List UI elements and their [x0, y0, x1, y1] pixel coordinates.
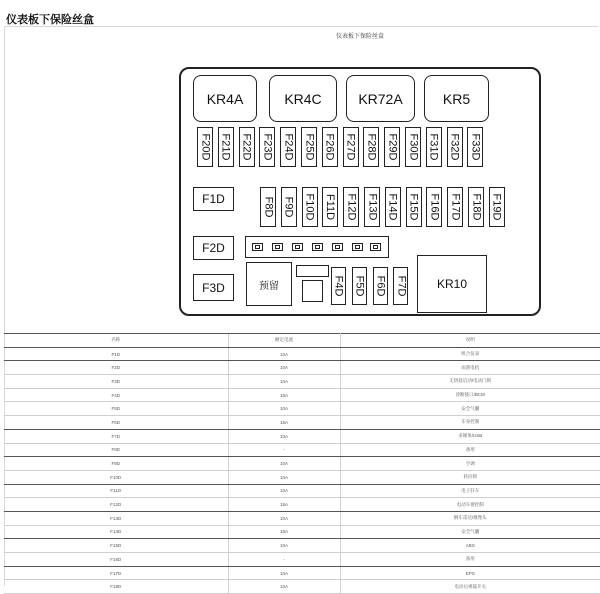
- page-title: 仪表板下保险丝盒: [6, 14, 94, 26]
- table-cell: F8D: [4, 443, 228, 457]
- fuse-f17d: [447, 187, 463, 227]
- table-cell: 安全气囊: [340, 525, 600, 539]
- table-row: [4, 566, 600, 580]
- table-cell: 额定电流: [228, 334, 340, 348]
- fuse-label: F11D: [324, 193, 337, 221]
- table-cell: 名称: [4, 334, 228, 348]
- table-cell: 雨刮电机: [340, 361, 600, 375]
- table-row: [4, 498, 600, 512]
- fuse-f3d: F3D: [193, 274, 234, 301]
- table-cell: 10A: [228, 511, 340, 525]
- table-cell: 安全气囊: [340, 402, 600, 416]
- fuse-f10d: [302, 187, 318, 227]
- table-cell: 转向锁: [340, 470, 600, 484]
- fuse-f4d: [331, 267, 346, 305]
- table-cell: F9D: [4, 457, 228, 471]
- table-cell: 备用: [340, 553, 600, 567]
- fuse-label: F26D: [323, 133, 336, 161]
- fuse-label: F16D: [428, 193, 441, 221]
- fuse-label: F5D: [353, 275, 366, 297]
- fuse-f1d: F1D: [193, 187, 234, 211]
- fuse-f24d: [280, 127, 296, 167]
- fuse-table: [4, 333, 600, 594]
- table-cell: 10A: [228, 566, 340, 580]
- table-cell: F2D: [4, 361, 228, 375]
- fuse-f5d: [352, 267, 367, 305]
- table-cell: F18D: [4, 580, 228, 594]
- fuse-f16d: [426, 187, 442, 227]
- table-row: [4, 361, 600, 375]
- fuse-label: F6D: [374, 275, 387, 297]
- table-row: [4, 416, 600, 430]
- mini-fuse: [370, 243, 381, 251]
- fuse-f12d: [343, 187, 359, 227]
- fuse-f8d: [260, 187, 276, 227]
- table-row: [4, 539, 600, 553]
- table-cell: 10A: [228, 429, 340, 443]
- fuse-label: F22D: [240, 133, 253, 161]
- fuse-label: F7D: [394, 275, 407, 297]
- fuse-label: F32D: [448, 133, 461, 161]
- fuse-f22d: [239, 127, 255, 167]
- fuse-label: F25D: [303, 133, 315, 161]
- table-cell: 10A: [228, 347, 340, 361]
- table-cell: 无钥匙启动/电动门锁: [340, 375, 600, 389]
- fuse-f6d: [373, 267, 388, 305]
- table-cell: 10A: [228, 470, 340, 484]
- table-row: [4, 334, 600, 348]
- table-cell: 15A: [228, 525, 340, 539]
- reserved-label: 预留: [259, 280, 279, 292]
- table-cell: -: [228, 443, 340, 457]
- table-cell: F14D: [4, 525, 228, 539]
- fuse-box-diagram: [179, 67, 541, 316]
- table-cell: F5D: [4, 402, 228, 416]
- table-cell: 15A: [228, 416, 340, 430]
- diagram-caption: 仪表板下保险丝盒: [335, 34, 384, 40]
- table-cell: 电动后视镜开关: [340, 580, 600, 594]
- table-row: [4, 429, 600, 443]
- fuse-f11d: [322, 187, 338, 227]
- table-cell: 备用: [340, 443, 600, 457]
- fuse-label: F24D: [282, 133, 295, 161]
- table-cell: F11D: [4, 484, 228, 498]
- fuse-f20d: [197, 127, 213, 167]
- table-cell: F4D: [4, 388, 228, 402]
- table-cell: F12D: [4, 498, 228, 512]
- table-cell: 10A: [228, 580, 340, 594]
- table-cell: F17D: [4, 566, 228, 580]
- table-cell: 说明: [340, 334, 600, 348]
- fuse-f33d: [467, 127, 483, 167]
- small-slot: [296, 265, 329, 277]
- fuse-label: F30D: [407, 133, 419, 161]
- fuse-f9d: [281, 187, 297, 227]
- fuse-f13d: [364, 187, 380, 227]
- table-cell: 车身控制: [340, 416, 600, 430]
- table-cell: 10A: [228, 402, 340, 416]
- table-cell: F13D: [4, 511, 228, 525]
- table-row: [4, 553, 600, 567]
- fuse-label: F21D: [219, 133, 232, 161]
- table-cell: F7D: [4, 429, 228, 443]
- table-row: [4, 484, 600, 498]
- table-cell: F15D: [4, 539, 228, 553]
- mini-fuse: [332, 243, 343, 251]
- fuse-f15d: [406, 187, 422, 227]
- fuse-f28d: [363, 127, 379, 167]
- fuse-label: F8D: [262, 196, 274, 218]
- fuse-f26d: [322, 127, 338, 167]
- table-cell: ABS: [340, 539, 600, 553]
- table-row: [4, 388, 600, 402]
- fuse-f14d: [385, 187, 401, 227]
- fuse-f2d: F2D: [193, 236, 234, 260]
- fuse-f7d: [393, 267, 408, 305]
- fuse-label: F13D: [366, 193, 378, 221]
- mini-fuse: [252, 243, 263, 251]
- fuse-label: F31D: [427, 133, 440, 161]
- small-slot: [302, 280, 323, 302]
- fuse-f25d: [301, 127, 317, 167]
- fuse-label: F19D: [490, 193, 503, 221]
- table-cell: 15A: [228, 498, 340, 512]
- fuse-label: F27D: [344, 133, 357, 161]
- table-row: [4, 511, 600, 525]
- fuse-f23d: [259, 127, 275, 167]
- fuse-label: F4D: [332, 275, 345, 297]
- table-cell: -: [228, 553, 340, 567]
- table-row: [4, 375, 600, 389]
- table-row: [4, 443, 600, 457]
- fuse-f29d: [384, 127, 400, 167]
- fuse-label: F10D: [303, 193, 316, 221]
- table-cell: 组合仪表: [340, 347, 600, 361]
- table-row: [4, 402, 600, 416]
- fuse-label: F33D: [469, 133, 482, 161]
- fuse-label: F15D: [407, 193, 420, 221]
- table-cell: 电子驻车: [340, 484, 600, 498]
- fuse-f18d: [468, 187, 484, 227]
- fuse-label: F23D: [261, 133, 274, 161]
- fuse-label: F12D: [345, 193, 358, 221]
- table-cell: F16D: [4, 553, 228, 567]
- table-row: [4, 457, 600, 471]
- table-row: [4, 580, 600, 594]
- table-cell: 15A: [228, 388, 340, 402]
- fuse-f31d: [426, 127, 442, 167]
- table-cell: 10A: [228, 361, 340, 375]
- table-row: [4, 347, 600, 361]
- table-cell: F10D: [4, 470, 228, 484]
- mini-fuse-strip: [245, 236, 389, 258]
- relay-kr72a: KR72A: [346, 75, 415, 122]
- fuse-label: F29D: [386, 133, 399, 161]
- table-cell: 10A: [228, 457, 340, 471]
- mini-fuse: [312, 243, 323, 251]
- table-row: [4, 470, 600, 484]
- fuse-f30d: [405, 127, 421, 167]
- fuse-label: F14D: [386, 193, 399, 221]
- table-cell: F3D: [4, 375, 228, 389]
- relay-kr4c: KR4C: [269, 75, 337, 122]
- fuse-label: F9D: [282, 196, 295, 218]
- table-cell: F6D: [4, 416, 228, 430]
- table-cell: F1D: [4, 347, 228, 361]
- table-cell: 空调: [340, 457, 600, 471]
- table-row: [4, 525, 600, 539]
- fuse-label: F18D: [470, 193, 482, 221]
- table-cell: 10A: [228, 539, 340, 553]
- table-cell: 多媒体/USB: [340, 429, 600, 443]
- fuse-f21d: [218, 127, 234, 167]
- table-cell: 倒车雷达/摄像头: [340, 511, 600, 525]
- fuse-label: F28D: [365, 133, 378, 161]
- table-cell: 电动车窗控制: [340, 498, 600, 512]
- table-cell: 10A: [228, 484, 340, 498]
- relay-kr5: KR5: [424, 75, 489, 122]
- relay-kr10: KR10: [417, 255, 487, 313]
- mini-fuse: [292, 243, 303, 251]
- fuse-f32d: [447, 127, 463, 167]
- table-cell: EPS: [340, 566, 600, 580]
- fuse-label: F17D: [449, 193, 462, 221]
- mini-fuse: [352, 243, 363, 251]
- table-cell: 诊断接口/BCM: [340, 388, 600, 402]
- fuse-f27d: [343, 127, 359, 167]
- mini-fuse: [272, 243, 283, 251]
- fuse-label: F20D: [199, 133, 211, 161]
- relay-kr4a: KR4A: [193, 75, 257, 122]
- fuse-f19d: [489, 187, 505, 227]
- reserved-slot: [246, 262, 292, 306]
- table-cell: 10A: [228, 375, 340, 389]
